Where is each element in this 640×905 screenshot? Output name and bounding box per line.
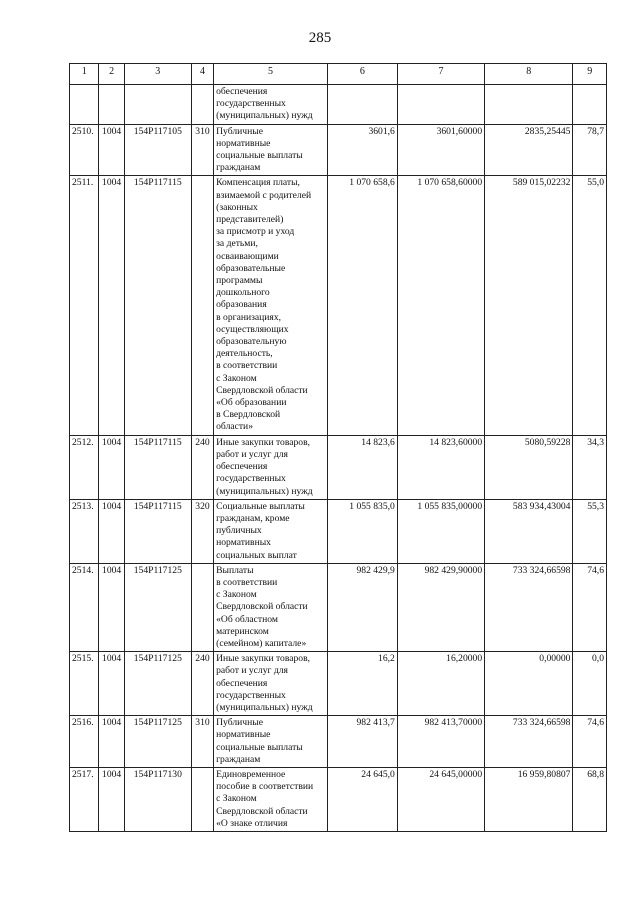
cell-target-code: 154P117130	[124, 767, 191, 831]
cell-target-code: 154P117125	[124, 716, 191, 768]
cell-section: 1004	[99, 435, 124, 499]
cell-plan: 14 823,60000	[397, 435, 484, 499]
header-cell: 5	[214, 64, 328, 85]
cell-executed: 2835,25445	[485, 124, 573, 176]
cell-section: 1004	[99, 176, 124, 435]
cell-approved: 3601,6	[327, 124, 397, 176]
cell-row-number: 2516.	[70, 716, 99, 768]
cell-percent: 55,3	[573, 499, 607, 563]
header-cell: 3	[124, 64, 191, 85]
cell-approved: 982 413,7	[327, 716, 397, 768]
cell-plan: 3601,60000	[397, 124, 484, 176]
cell-row-number: 2515.	[70, 652, 99, 716]
table-row	[70, 563, 607, 651]
cell-expense-type	[191, 767, 213, 831]
cell-expense-type	[191, 176, 213, 435]
table-row	[70, 176, 607, 435]
cell-approved: 24 645,0	[327, 767, 397, 831]
cell-percent: 78,7	[573, 124, 607, 176]
budget-table	[69, 63, 607, 832]
cell-empty	[485, 85, 573, 125]
header-cell: 4	[191, 64, 213, 85]
header-cell: 1	[70, 64, 99, 85]
cell-section: 1004	[99, 124, 124, 176]
cell-approved: 1 070 658,6	[327, 176, 397, 435]
cell-approved: 982 429,9	[327, 563, 397, 651]
cell-plan: 24 645,00000	[397, 767, 484, 831]
cell-plan: 982 429,90000	[397, 563, 484, 651]
cell-description: Социальные выплаты гражданам, кроме публичных нормативных социальных выплат	[214, 499, 328, 563]
header-cell: 7	[397, 64, 484, 85]
cell-empty	[99, 85, 124, 125]
cell-plan: 1 055 835,00000	[397, 499, 484, 563]
cell-expense-type: 240	[191, 652, 213, 716]
cell-description: обеспечения государственных (муниципальных) нужд	[214, 85, 328, 125]
cell-row-number: 2510.	[70, 124, 99, 176]
cell-description: Иные закупки товаров, работ и услуг для обеспечения государственных (муниципальных) нужд	[214, 435, 328, 499]
cell-empty	[397, 85, 484, 125]
cell-executed: 589 015,02232	[485, 176, 573, 435]
cell-percent: 0,0	[573, 652, 607, 716]
cell-target-code: 154P117125	[124, 563, 191, 651]
cell-section: 1004	[99, 716, 124, 768]
header-cell: 8	[485, 64, 573, 85]
cell-row-number: 2512.	[70, 435, 99, 499]
cell-percent: 55,0	[573, 176, 607, 435]
cell-description: Публичные нормативные социальные выплаты гражданам	[214, 124, 328, 176]
cell-executed: 16 959,80807	[485, 767, 573, 831]
cell-target-code: 154P117115	[124, 499, 191, 563]
cell-expense-type: 310	[191, 716, 213, 768]
cell-percent: 74,6	[573, 563, 607, 651]
cell-approved: 1 055 835,0	[327, 499, 397, 563]
cell-plan: 982 413,70000	[397, 716, 484, 768]
cell-executed: 0,00000	[485, 652, 573, 716]
cell-percent: 74,6	[573, 716, 607, 768]
cell-executed: 5080,59228	[485, 435, 573, 499]
cell-plan: 1 070 658,60000	[397, 176, 484, 435]
table-row	[70, 767, 607, 831]
header-row	[70, 64, 607, 85]
table-row	[70, 716, 607, 768]
cell-empty	[573, 85, 607, 125]
cell-description: Иные закупки товаров, работ и услуг для обеспечения государственных (муниципальных) нужд	[214, 652, 328, 716]
cell-empty	[70, 85, 99, 125]
header-cell: 2	[99, 64, 124, 85]
cell-empty	[124, 85, 191, 125]
cell-expense-type: 240	[191, 435, 213, 499]
table-row	[70, 499, 607, 563]
page-number: 285	[308, 30, 332, 46]
cell-expense-type: 320	[191, 499, 213, 563]
table-row	[70, 124, 607, 176]
cell-row-number: 2511.	[70, 176, 99, 435]
cell-description: Выплаты в соответствии с Законом Свердловской области «Об областном материнском (семейном) капитале»	[214, 563, 328, 651]
cell-row-number: 2517.	[70, 767, 99, 831]
cell-target-code: 154P117125	[124, 652, 191, 716]
cell-percent: 34,3	[573, 435, 607, 499]
cell-executed: 733 324,66598	[485, 563, 573, 651]
cell-empty	[191, 85, 213, 125]
header-cell: 9	[573, 64, 607, 85]
cell-approved: 14 823,6	[327, 435, 397, 499]
cell-description: Компенсация платы, взимаемой с родителей (законных представителей) за присмотр и уход за детьми, осваивающими образовательные программы дошкольного образования в организациях, осуществляющих образовательную деятельность, в соответствии с Законом Свердловской области «Об образовании в Свердловской области»	[214, 176, 328, 435]
cell-expense-type	[191, 563, 213, 651]
table-row	[70, 652, 607, 716]
cell-expense-type: 310	[191, 124, 213, 176]
header-cell: 6	[327, 64, 397, 85]
table-row	[70, 435, 607, 499]
cell-empty	[327, 85, 397, 125]
cell-section: 1004	[99, 563, 124, 651]
cell-description: Единовременное пособие в соответствии с Законом Свердловской области «О знаке отличия	[214, 767, 328, 831]
cell-executed: 583 934,43004	[485, 499, 573, 563]
cell-executed: 733 324,66598	[485, 716, 573, 768]
cell-description: Публичные нормативные социальные выплаты гражданам	[214, 716, 328, 768]
cell-section: 1004	[99, 499, 124, 563]
cell-row-number: 2514.	[70, 563, 99, 651]
cell-plan: 16,20000	[397, 652, 484, 716]
cell-percent: 68,8	[573, 767, 607, 831]
cell-target-code: 154P117105	[124, 124, 191, 176]
cell-row-number: 2513.	[70, 499, 99, 563]
cell-approved: 16,2	[327, 652, 397, 716]
cell-target-code: 154P117115	[124, 435, 191, 499]
continuation-row	[70, 85, 607, 125]
cell-section: 1004	[99, 767, 124, 831]
cell-target-code: 154P117115	[124, 176, 191, 435]
cell-section: 1004	[99, 652, 124, 716]
